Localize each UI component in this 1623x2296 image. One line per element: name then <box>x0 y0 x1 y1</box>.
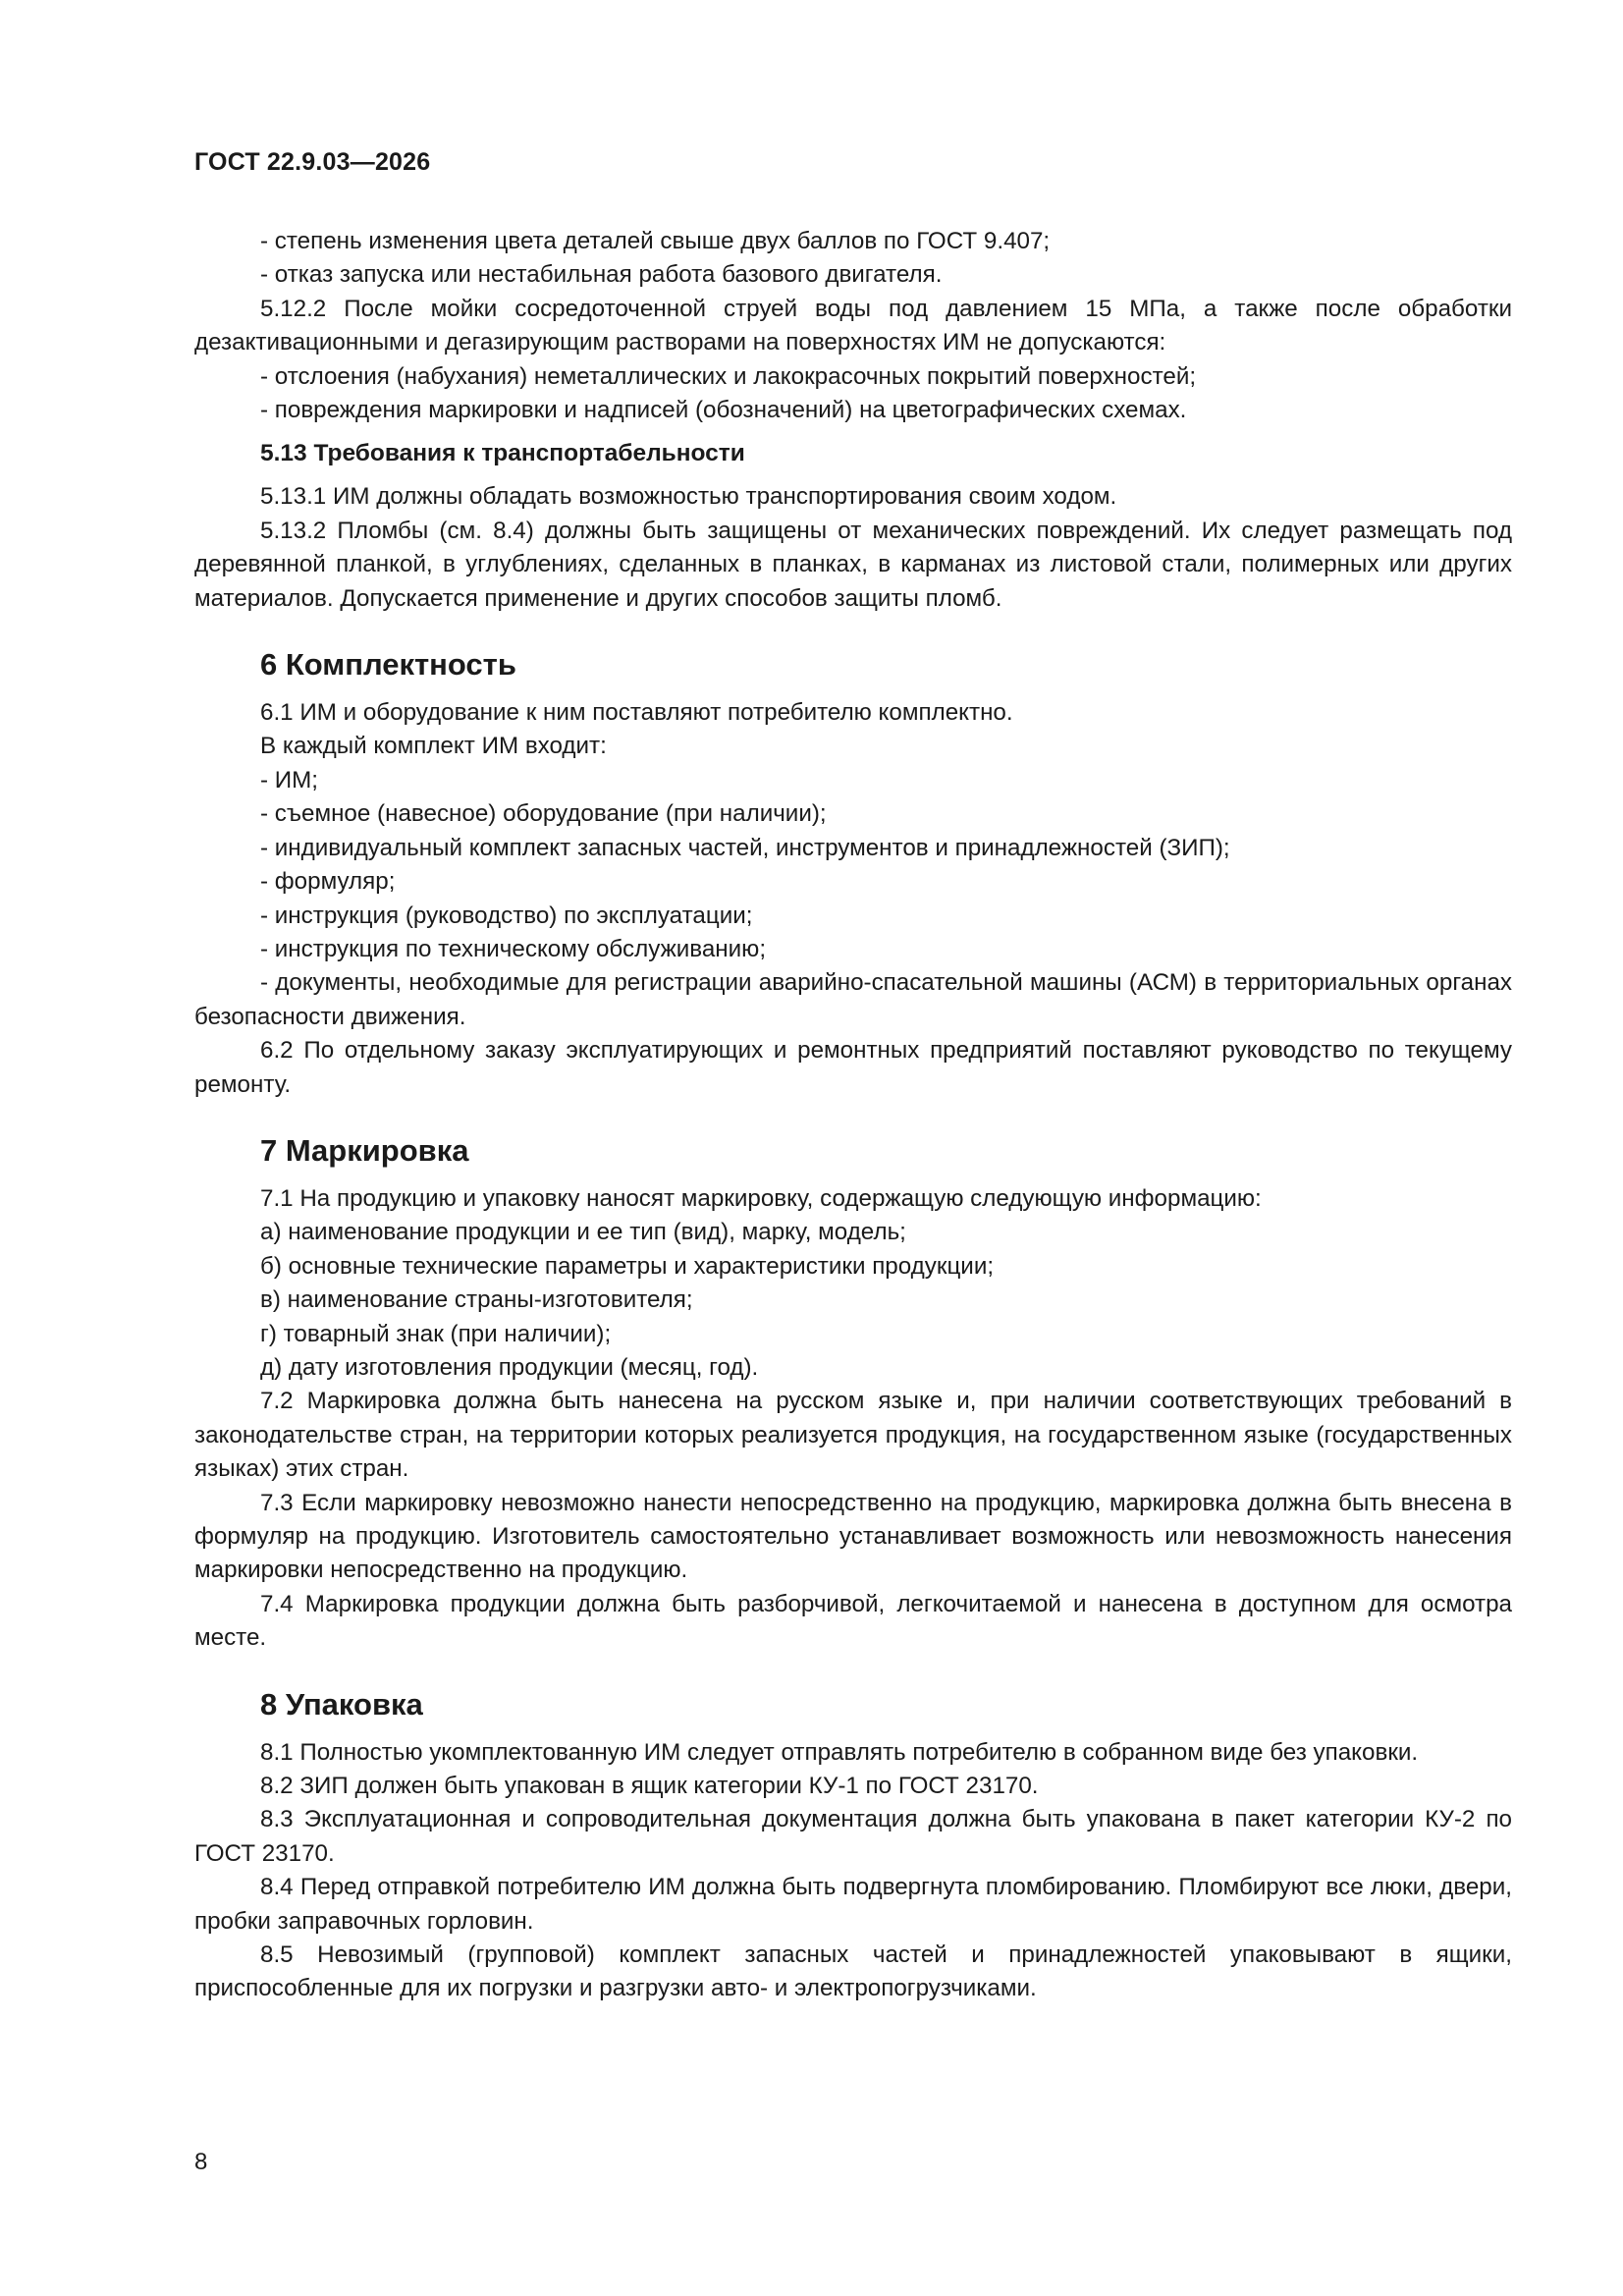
list-item: г) товарный знак (при наличии); <box>260 1320 612 1347</box>
paragraph: 7.3 Если маркировку невозможно нанести непосредственно на продукцию, маркировка должна быть внесена в формуляр на продукцию. Изготовитель самостоятельно устанавливает возможность или невозможность нанесения маркировки непосредственно на продукцию. <box>194 1489 1512 1584</box>
paragraph: 8.2 ЗИП должен быть упакован в ящик категории КУ-1 по ГОСТ 23170. <box>260 1773 1039 1800</box>
list-item: б) основные технические параметры и характеристики продукции; <box>260 1252 995 1280</box>
list-item: - ИМ; <box>260 766 319 793</box>
list-item: - формуляр; <box>260 868 396 896</box>
list-item: - степень изменения цвета деталей свыше двух баллов по ГОСТ 9.407; <box>260 228 1051 254</box>
list-item: д) дату изготовления продукции (месяц, год). <box>260 1353 759 1381</box>
paragraph: 7.4 Маркировка продукции должна быть разборчивой, легкочитаемой и нанесена в доступном для осмотра месте. <box>194 1590 1512 1652</box>
paragraph: 5.13.2 Пломбы (см. 8.4) должны быть защищены от механических повреждений. Их следует размещать под деревянной планкой, в углублениях, сделанных в планках, в карманах из листовой стали, полимерных или других материалов. Допускается применение и других способов защиты пломб. <box>194 517 1512 612</box>
paragraph: 7.1 На продукцию и упаковку наносят маркировку, содержащую следующую информацию: <box>260 1184 1262 1212</box>
list-item: - съемное (навесное) оборудование (при наличии); <box>260 800 827 828</box>
paragraph: 7.2 Маркировка должна быть нанесена на русском языке и, при наличии соответствующих требований в законодательстве стран, на территории которых реализуется продукция, на государственном языке (государственных языках) этих стран. <box>194 1388 1512 1483</box>
list-item: - повреждения маркировки и надписей (обозначений) на цветографических схемах. <box>260 397 1187 424</box>
document-body <box>194 225 1512 2006</box>
paragraph: 6.2 По отдельному заказу эксплуатирующих и ремонтных предприятий поставляют руководство по текущему ремонту. <box>194 1037 1512 1098</box>
paragraph: 8.5 Невозимый (групповой) комплект запасных частей и принадлежностей упаковывают в ящики, приспособленные для их погрузки и разгрузки авто- и электропогрузчиками. <box>194 1941 1512 2002</box>
list-item: - отслоения (набухания) неметаллических и лакокрасочных покрытий поверхностей; <box>260 362 1197 390</box>
paragraph: В каждый комплект ИМ входит: <box>260 733 607 760</box>
paragraph: 5.13.1 ИМ должны обладать возможностью транспортирования своим ходом. <box>260 483 1117 511</box>
list-item: в) наименование страны-изготовителя; <box>260 1286 693 1314</box>
list-item: - инструкция по техническому обслуживанию; <box>260 935 767 962</box>
paragraph: 8.4 Перед отправкой потребителю ИМ должна быть подвергнута пломбированию. Пломбируют все люки, двери, пробки заправочных горловин. <box>194 1874 1512 1935</box>
list-item: - инструкция (руководство) по эксплуатации; <box>260 902 753 929</box>
paragraph: 8.3 Эксплуатационная и сопроводительная документация должна быть упакована в пакет категории КУ-2 по ГОСТ 23170. <box>194 1806 1512 1867</box>
list-item: - отказ запуска или нестабильная работа базового двигателя. <box>260 261 943 289</box>
page-number: 8 <box>194 2149 208 2175</box>
section-heading: 7 Маркировка <box>260 1132 469 1168</box>
document-header: ГОСТ 22.9.03—2026 <box>194 148 431 176</box>
paragraph: 8.1 Полностью укомплектованную ИМ следует отправлять потребителю в собранном виде без упаковки. <box>260 1738 1419 1766</box>
list-item: а) наименование продукции и ее тип (вид), марку, модель; <box>260 1219 906 1246</box>
paragraph: 6.1 ИМ и оборудование к ним поставляют потребителю комплектно. <box>260 699 1013 727</box>
subsection-heading: 5.13 Требования к транспортабельности <box>260 440 745 467</box>
section-heading: 6 Комплектность <box>260 647 516 683</box>
section-heading: 8 Упаковка <box>260 1686 423 1722</box>
list-item: - документы, необходимые для регистрации аварийно-спасательной машины (АСМ) в территориальных органах безопасности движения. <box>194 969 1512 1030</box>
list-item: - индивидуальный комплект запасных частей, инструментов и принадлежностей (ЗИП); <box>260 834 1230 861</box>
paragraph: 5.12.2 После мойки сосредоточенной струей воды под давлением 15 МПа, а также после обработки дезактивационными и дегазирующим растворами на поверхностях ИМ не допускаются: <box>194 295 1512 356</box>
